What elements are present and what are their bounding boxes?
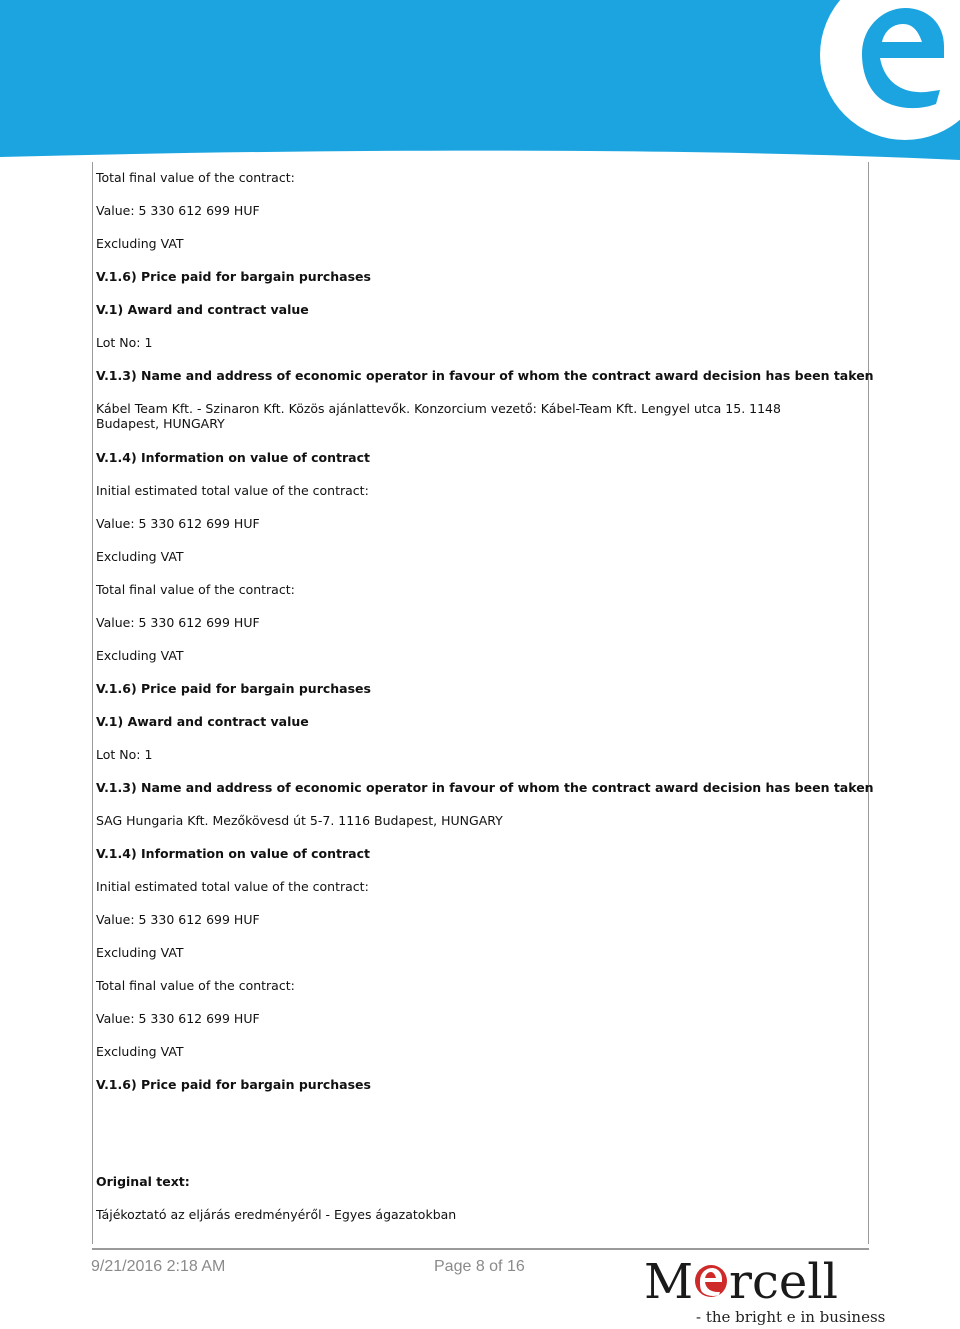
section-heading: V.1.3) Name and address of economic operator in favour of whom the contract award decision has been taken	[96, 780, 874, 795]
header-banner	[0, 0, 960, 165]
section-heading: V.1) Award and contract value	[96, 302, 309, 317]
text-line: Excluding VAT	[96, 236, 184, 251]
section-heading: V.1.6) Price paid for bargain purchases	[96, 1077, 371, 1092]
text-line: SAG Hungaria Kft. Mezőkövesd út 5-7. 1116 Budapest, HUNGARY	[96, 813, 503, 828]
text-line: Initial estimated total value of the contract:	[96, 879, 369, 894]
svg-text:M: M	[644, 1254, 694, 1308]
text-line: Value: 5 330 612 699 HUF	[96, 1011, 260, 1026]
text-line: Excluding VAT	[96, 648, 184, 663]
text-line: Lot No: 1	[96, 747, 153, 762]
text-line: Excluding VAT	[96, 945, 184, 960]
section-heading: V.1.3) Name and address of economic operator in favour of whom the contract award decision has been taken	[96, 368, 874, 383]
text-line: Initial estimated total value of the contract:	[96, 483, 369, 498]
text-line: Total final value of the contract:	[96, 978, 295, 993]
text-line: Excluding VAT	[96, 1044, 184, 1059]
section-heading: V.1.6) Price paid for bargain purchases	[96, 681, 371, 696]
text-line: Value: 5 330 612 699 HUF	[96, 912, 260, 927]
text-line: Total final value of the contract:	[96, 170, 295, 185]
section-heading: V.1.4) Information on value of contract	[96, 450, 370, 465]
text-line: Tájékoztató az eljárás eredményéről - Egyes ágazatokban	[96, 1207, 457, 1222]
svg-text:rcell: rcell	[729, 1254, 838, 1308]
text-line: Excluding VAT	[96, 549, 184, 564]
text-line: Value: 5 330 612 699 HUF	[96, 203, 260, 218]
section-heading: V.1.6) Price paid for bargain purchases	[96, 269, 371, 284]
text-line: Lot No: 1	[96, 335, 153, 350]
section-heading: V.1) Award and contract value	[96, 714, 309, 729]
section-heading: V.1.4) Information on value of contract	[96, 846, 370, 861]
section-heading: Original text:	[96, 1174, 190, 1189]
text-line: Value: 5 330 612 699 HUF	[96, 615, 260, 630]
text-line: Kábel Team Kft. - Szinaron Kft. Közös ajánlattevők. Konzorcium vezető: Kábel-Team Kft. Lengyel utca 15. 1148 Budapest, HUNGARY	[96, 401, 781, 431]
footer-divider	[92, 1248, 869, 1250]
footer-datetime: 9/21/2016 2:18 AM	[91, 1258, 226, 1275]
text-line: Total final value of the contract:	[96, 582, 295, 597]
marcell-logo-icon	[640, 1252, 870, 1308]
footer-page-number: Page 8 of 16	[434, 1258, 525, 1275]
marcell-logo	[640, 1252, 886, 1328]
text-line: Value: 5 330 612 699 HUF	[96, 516, 260, 531]
logo-tagline: - the bright e in business	[696, 1308, 886, 1326]
